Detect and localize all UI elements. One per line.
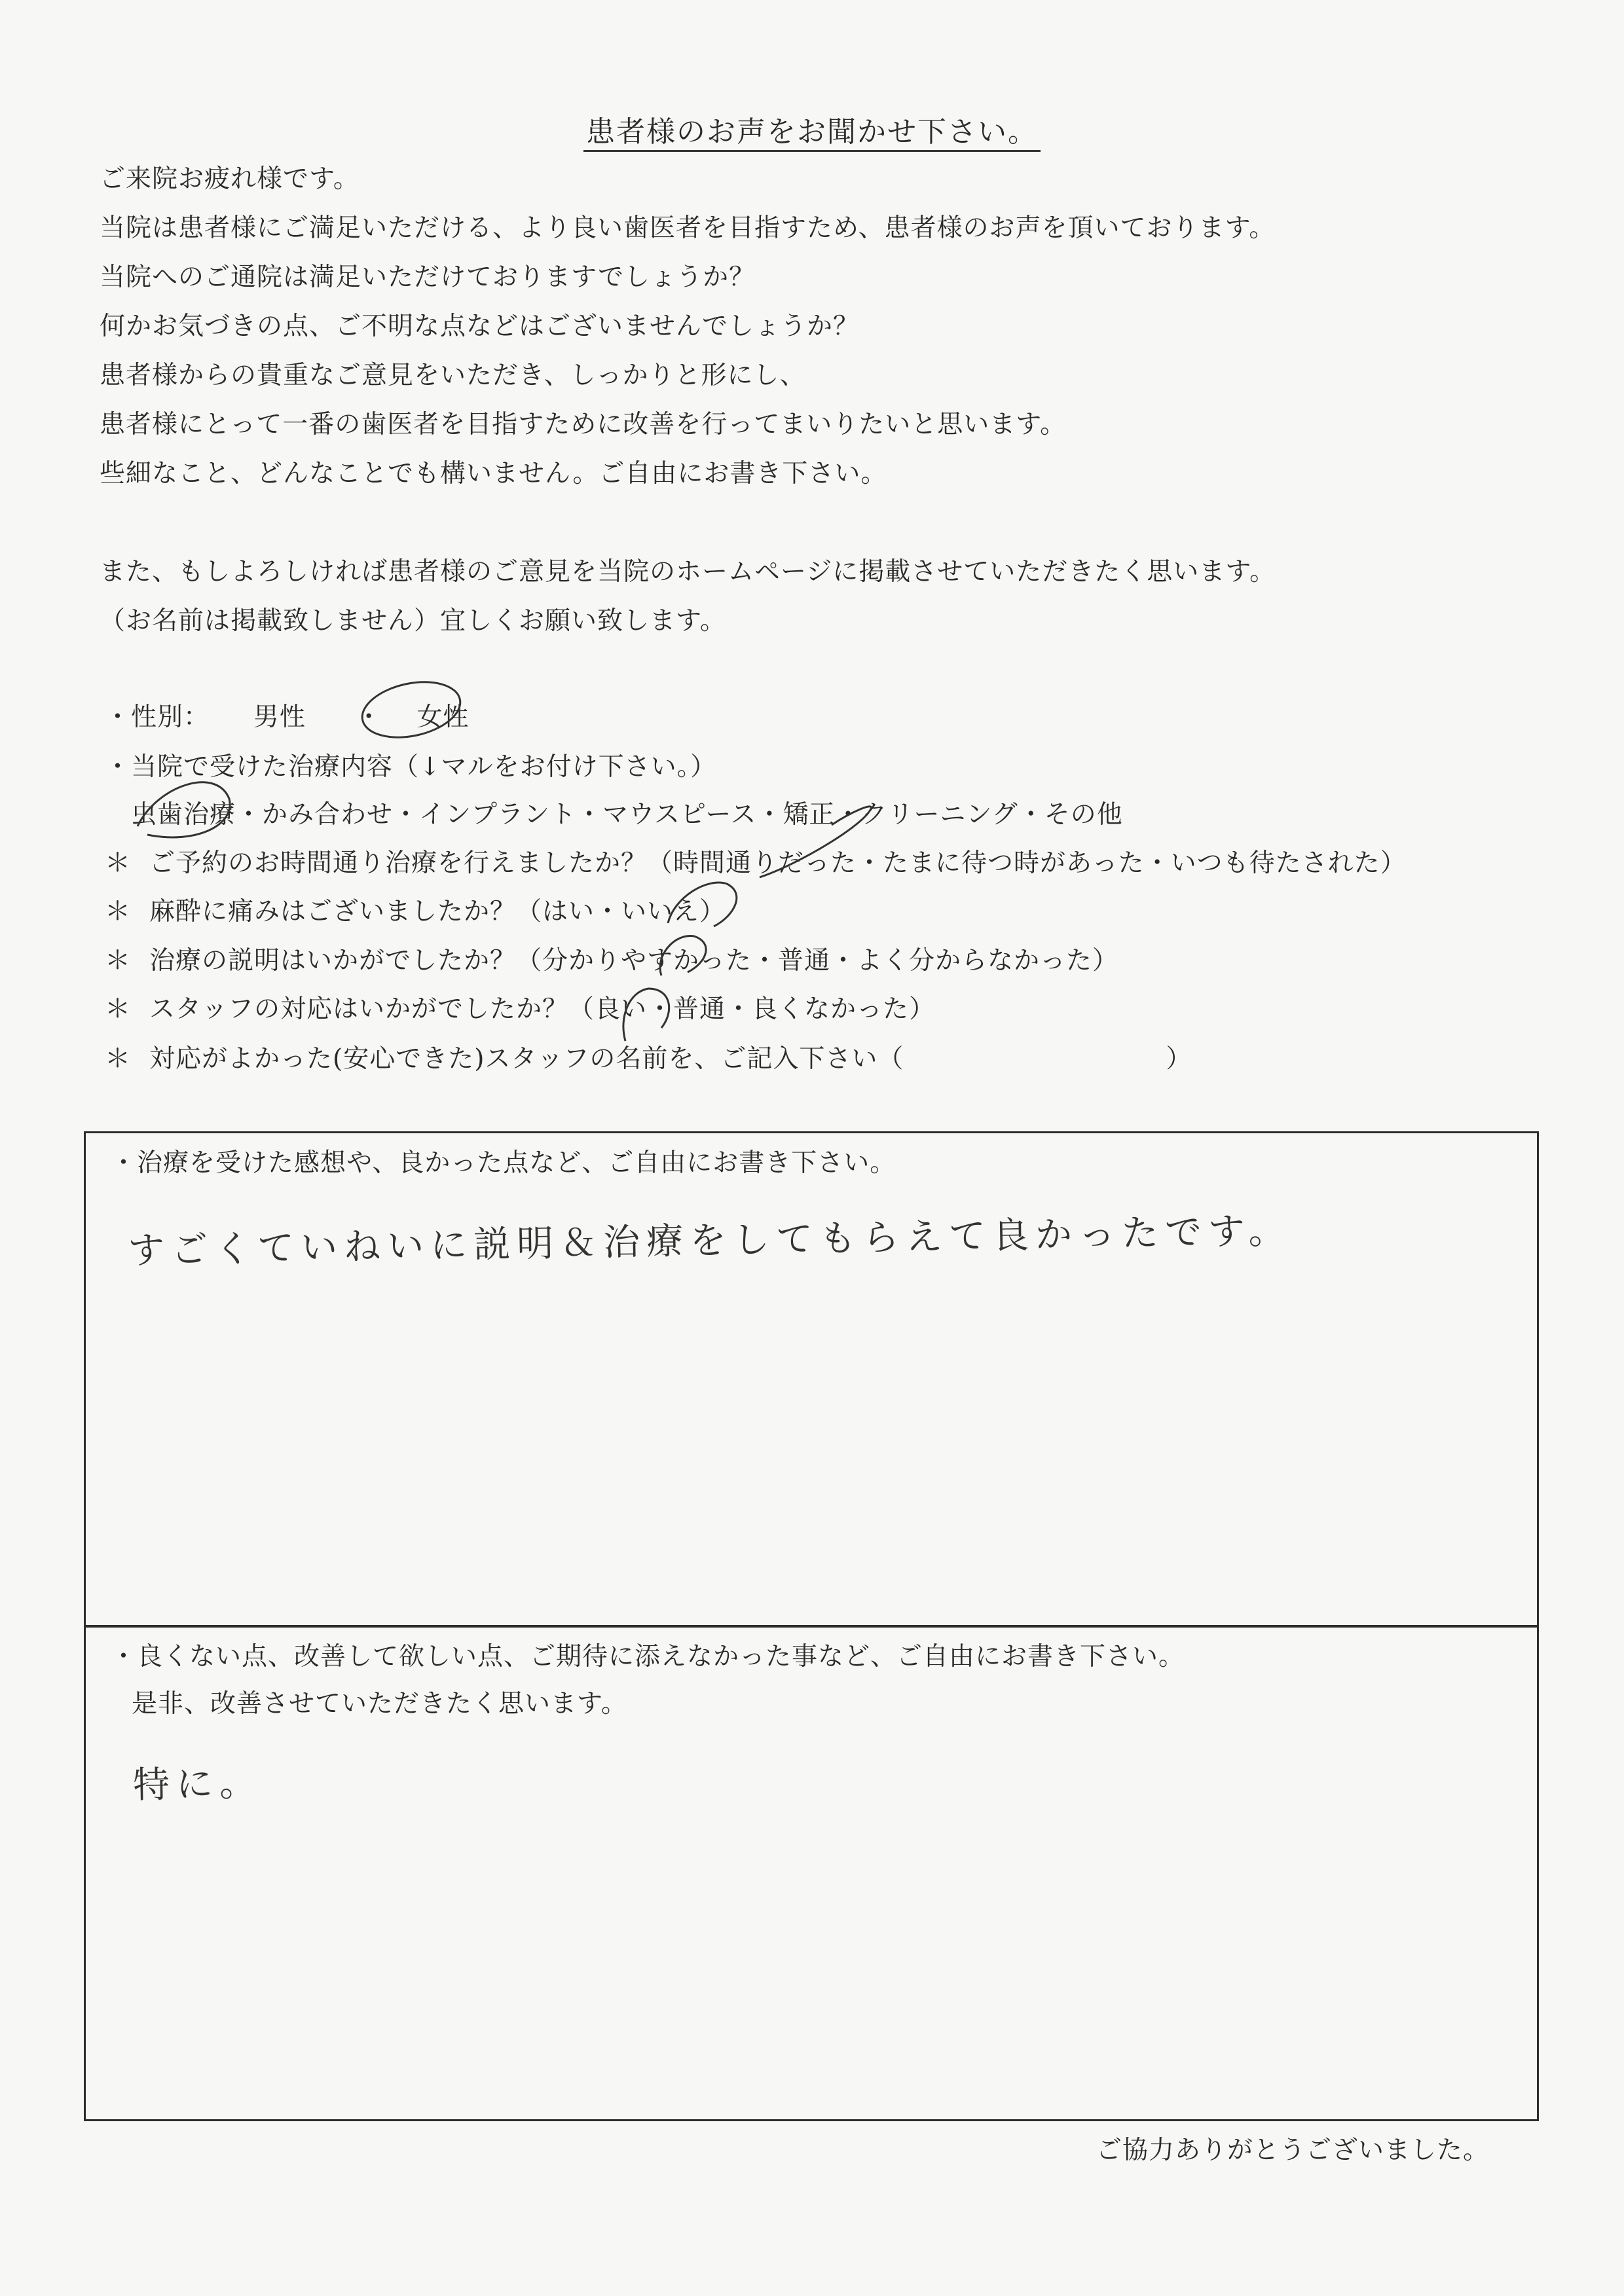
handwritten-good-answer: すごくていねいに説明＆治療をしてもらえて良かったです。 — [127, 1209, 1293, 1273]
improvement-label-2: 是非、改善させていただきたく思います。 — [132, 1689, 627, 1719]
asterisk-mark: ＊ — [105, 1044, 132, 1074]
treatment-option[interactable]: 虫歯治療 — [131, 800, 236, 829]
question-text: 麻酔に痛みはございましたか？（はい・いいえ） — [149, 897, 726, 926]
treatment-option[interactable]: その他 — [1044, 800, 1123, 829]
improvement-box[interactable] — [84, 1625, 1539, 2121]
gender-label: ・性別： — [105, 702, 210, 732]
handwritten-improvement-answer: 特に。 — [132, 1762, 263, 1807]
asterisk-mark: ＊ — [105, 994, 132, 1024]
question-explanation — [105, 940, 1118, 977]
asterisk-mark: ＊ — [105, 946, 132, 975]
intro-line: 当院へのご通院は満足いただけておりますでしょうか？ — [100, 263, 756, 292]
improvement-label: ・良くない点、改善して欲しい点、ご期待に添えなかった事など、ご自由にお書き下さい。 — [111, 1642, 1185, 1671]
question-text: ご予約のお時間通り治療を行えましたか？（時間通りだった・たまに待つ時があった・いつも待たされた） — [149, 848, 1407, 878]
asterisk-mark: ＊ — [105, 848, 132, 878]
gender-option-male[interactable]: 男性 — [253, 702, 306, 732]
treatment-option[interactable]: かみ合わせ — [262, 800, 394, 829]
treatment-option[interactable]: 矯正 — [783, 800, 836, 829]
intro-line: 当院は患者様にご満足いただける、より良い歯医者を目指すため、患者様のお声を頂いております。 — [100, 213, 1276, 243]
question-text: 対応がよかった(安心できた)スタッフの名前を、ご記入下さい（ ） — [149, 1044, 1192, 1074]
intro-line: 患者様にとって一番の歯医者を目指すために改善を行ってまいりたいと思います。 — [100, 410, 1067, 439]
intro-line: 何かお気づきの点、ご不明な点などはございませんでしょうか？ — [100, 312, 860, 341]
good-points-box[interactable] — [84, 1131, 1539, 1628]
intro-line — [100, 498, 1276, 547]
intro-text — [100, 155, 1276, 646]
good-points-label: ・治療を受けた感想や、良かった点など、ご自由にお書き下さい。 — [111, 1148, 896, 1178]
question-staff-name — [105, 1038, 1192, 1075]
asterisk-mark: ＊ — [105, 897, 132, 926]
question-reservation — [105, 843, 1407, 879]
gender-option-female[interactable]: 女性 — [416, 702, 470, 732]
page-title: 患者様のお声をお聞かせ下さい。 — [0, 108, 1624, 150]
intro-line: また、もしよろしければ患者様のご意見を当院のホームページに掲載させていただきたく思います。 — [100, 557, 1276, 587]
question-text: 治療の説明はいかがでしたか？（分かりやすかった・普通・よく分からなかった） — [149, 946, 1119, 975]
intro-line: 些細なこと、どんなことでも構いません。ご自由にお書き下さい。 — [100, 459, 887, 488]
intro-line: 患者様からの貴重なご意見をいただき、しっかりと形にし、 — [100, 361, 806, 390]
question-anesthesia — [105, 891, 726, 928]
treatment-option[interactable]: インプラント — [419, 800, 577, 829]
treatment-options: 虫歯治療・かみ合わせ・インプラント・マウスピース・矯正・クリーニング・その他 — [131, 800, 1123, 829]
closing-text: ご協力ありがとうございました。 — [1096, 2136, 1490, 2165]
treatment-question: ・当院で受けた治療内容（↓マルをお付け下さい。） — [105, 752, 717, 782]
treatment-option[interactable]: クリーニング — [861, 800, 1018, 829]
gender-question — [105, 697, 470, 733]
question-staff — [105, 989, 935, 1025]
question-text: スタッフの対応はいかがでしたか？（良い・普通・良くなかった） — [149, 994, 936, 1024]
gender-separator: ・ — [356, 702, 382, 732]
treatment-option[interactable]: マウスピース — [602, 800, 757, 829]
intro-line: ご来院お疲れ様です。 — [100, 164, 360, 194]
intro-line: （お名前は掲載致しません）宜しくお願い致します。 — [100, 606, 726, 636]
